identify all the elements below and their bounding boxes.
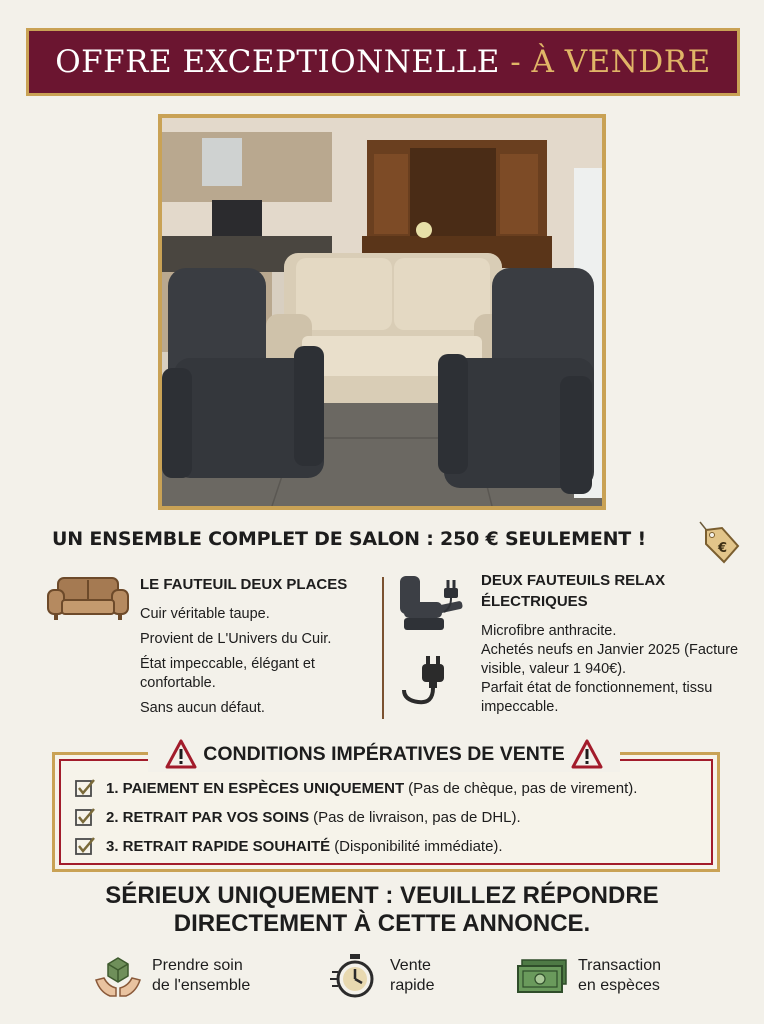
feature-cash-label: Transaction en espèces (578, 957, 661, 994)
condition-note: (Pas de livraison, pas de DHL). (313, 808, 521, 826)
footer-line-2: DIRECTEMENT À CETTE ANNONCE. (173, 910, 591, 937)
sofa-heading: LE FAUTEUIL DEUX PLACES (140, 576, 348, 593)
recliner-chair-icon (396, 570, 470, 636)
electric-plug-icon (398, 652, 452, 708)
feature-fast-sale (330, 952, 434, 1000)
condition-item (74, 776, 637, 800)
feature-cash (516, 952, 661, 1000)
sofa-line: État impeccable, élégant et confortable. (140, 656, 315, 691)
price-headline: UN ENSEMBLE COMPLET DE SALON : 250 € SEULEMENT ! (52, 528, 646, 550)
recliners-line: Parfait état de fonctionnement, tissu impeccable. (481, 680, 713, 715)
sofa-line: Cuir véritable taupe. (140, 606, 270, 622)
recliners-line: Microfibre anthracite. (481, 623, 617, 639)
sofa-icon (46, 574, 130, 622)
footer-line-1: SÉRIEUX UNIQUEMENT : VEUILLEZ RÉPONDRE (105, 882, 659, 909)
sofa-line: Sans aucun défaut. (140, 700, 265, 716)
condition-bold: 1. PAIEMENT EN ESPÈCES UNIQUEMENT (106, 779, 405, 797)
condition-item (74, 834, 503, 858)
column-divider (382, 577, 384, 719)
condition-item (74, 805, 521, 829)
conditions-title (148, 736, 620, 772)
conditions-title-text: CONDITIONS IMPÉRATIVES DE VENTE (203, 742, 565, 765)
warning-icon (571, 739, 603, 769)
recliners-description (481, 570, 743, 717)
hands-care-icon (94, 952, 142, 1000)
banner-title-accent: - À VENDRE (510, 44, 711, 80)
banner-title: OFFRE EXCEPTIONNELLE (55, 44, 500, 80)
condition-note: (Disponibilité immédiate). (334, 837, 503, 855)
sofa-description (140, 574, 380, 724)
euro-price-tag-icon (694, 518, 742, 566)
living-room-photo (158, 114, 606, 510)
condition-note: (Pas de chèque, pas de virement). (408, 779, 638, 797)
feature-fast-sale-label: Vente rapide (390, 957, 435, 994)
title-banner (26, 28, 740, 96)
sofa-line: Provient de L'Univers du Cuir. (140, 631, 332, 647)
condition-bold: 2. RETRAIT PAR VOS SOINS (106, 808, 310, 826)
recliners-line: Achetés neufs en Janvier 2025 (Facture visible, valeur 1 940€). (481, 642, 739, 677)
feature-care (94, 952, 250, 1000)
cash-icon (516, 952, 568, 1000)
stopwatch-icon (330, 952, 380, 1000)
footer-call-to-action (0, 882, 764, 938)
checkbox-checked-icon (74, 835, 96, 857)
svg-text:€: € (718, 541, 728, 556)
living-room-illustration (162, 118, 602, 506)
feature-care-label: Prendre soin de l'ensemble (152, 957, 251, 994)
checkbox-checked-icon (74, 806, 96, 828)
warning-icon (165, 739, 197, 769)
checkbox-checked-icon (74, 777, 96, 799)
condition-bold: 3. RETRAIT RAPIDE SOUHAITÉ (106, 837, 331, 855)
recliners-heading: DEUX FAUTEUILS RELAX ÉLECTRIQUES (481, 572, 666, 610)
